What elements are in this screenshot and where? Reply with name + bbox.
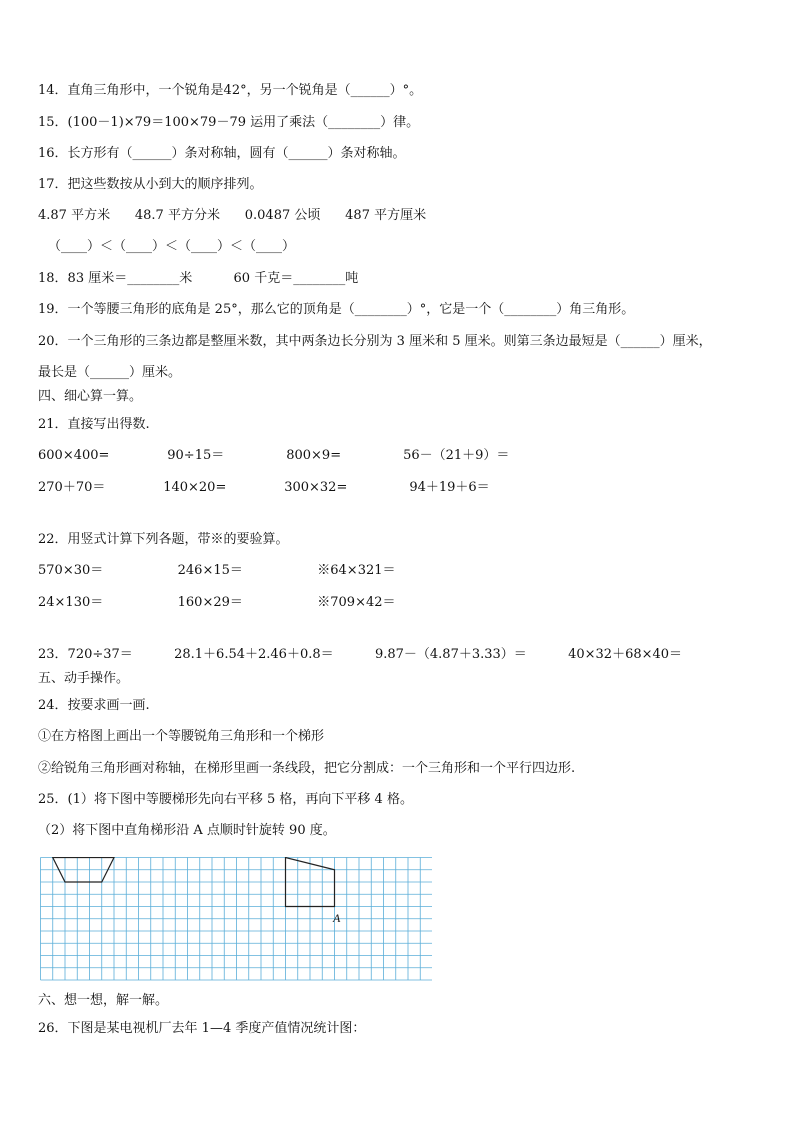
q17-items: 4.87 平方米 48.7 平方分米 0.0487 公顷 487 平方厘米 xyxy=(38,208,427,223)
q21-row1: 600×400= 90÷15＝ 800×9= 56－（21＋9）＝ xyxy=(38,448,510,463)
q21-row2: 270＋70＝ 140×20= 300×32= 94＋19＋6＝ xyxy=(38,480,490,495)
grid-svg xyxy=(40,857,432,983)
section-6-heading: 六、想一想，解一解。 xyxy=(38,993,169,1008)
q20-line1: 20．一个三角形的三条边都是整厘米数，其中两条边长分别为 3 厘米和 5 厘米。则第三条边最短是（______）厘米， xyxy=(38,334,712,349)
q24: 24．按要求画一画. xyxy=(38,698,150,713)
q20-line2: 最长是（______）厘米。 xyxy=(38,365,182,380)
q22: 22．用竖式计算下列各题，带※的要验算。 xyxy=(38,532,289,547)
q22-row2: 24×130＝ 160×29＝ ※709×42＝ xyxy=(38,595,396,610)
q25-part2: （2）将下图中直角梯形沿 A 点顺时针旋转 90 度。 xyxy=(38,823,336,838)
q15: 15．(100－1)×79＝100×79－79 运用了乘法（________）律。 xyxy=(38,115,420,130)
q17-order: （____）＜（____）＜（____）＜（____） xyxy=(48,239,296,254)
q17: 17．把这些数按从小到大的顺序排列。 xyxy=(38,177,263,192)
q18: 18．83 厘米＝________米 60 千克＝________吨 xyxy=(38,271,359,286)
q16: 16．长方形有（______）条对称轴，圆有（______）条对称轴。 xyxy=(38,146,406,161)
q14: 14．直角三角形中，一个锐角是42°，另一个锐角是（______）°。 xyxy=(38,83,423,98)
point-a-label: A xyxy=(333,911,341,925)
section-5-heading: 五、动手操作。 xyxy=(38,671,130,686)
q24-part2: ②给锐角三角形画对称轴，在梯形里画一条线段，把它分割成：一个三角形和一个平行四边形. xyxy=(38,761,576,776)
q24-part1: ①在方格图上画出一个等腰锐角三角形和一个梯形 xyxy=(38,729,325,744)
q19: 19．一个等腰三角形的底角是 25°，那么它的顶角是（________）°，它是一个（________）角三角形。 xyxy=(38,302,635,317)
q23: 23．720÷37＝ 28.1＋6.54＋2.46＋0.8＝ 9.87－（4.87＋3.33）＝ 40×32＋68×40＝ xyxy=(38,647,683,662)
q21: 21．直接写出得数. xyxy=(38,417,150,432)
q25-part1: 25．(1）将下图中等腰梯形先向右平移 5 格，再向下平移 4 格。 xyxy=(38,792,413,807)
section-4-heading: 四、细心算一算。 xyxy=(38,389,143,404)
grid-figure xyxy=(40,857,432,987)
q22-row1: 570×30＝ 246×15＝ ※64×321＝ xyxy=(38,563,396,578)
q26: 26．下图是某电视机厂去年 1—4 季度产值情况统计图： xyxy=(38,1021,366,1036)
